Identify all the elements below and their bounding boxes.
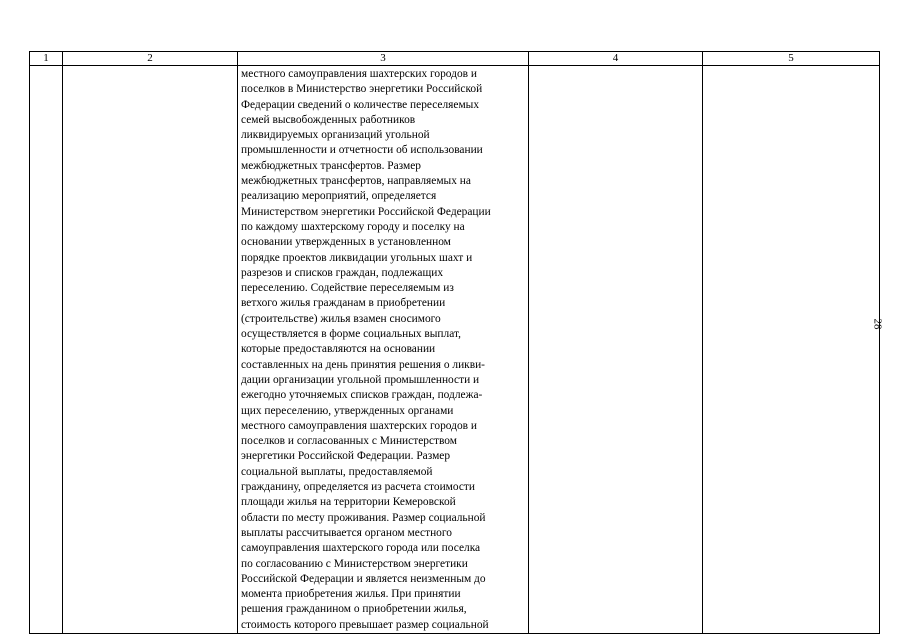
page-number: 28 (871, 318, 884, 330)
body-cell-3-text: местного самоуправления шахтерских городов и поселков в Министерство энергетики Российской Федерации сведений о количестве переселяемых семей высвобожденных работников ликвидируемых организаций угольной промышленности и отчетности об использовании межбюджетных трансфертов. Размер межбюджетных трансфертов, направляемых на реализацию мероприятий, определяется Министерством энергетики Российской Федерации по каждому шахтерскому городу и поселку на основании утвержденных в установленном порядке проектов ликвидации угольных шахт и разрезов и списков граждан, подлежащих переселению. Содействие переселяемым из ветхого жилья гражданам в приобретении (строительстве) жилья взамен сносимого осуществляется в форме социальных выплат, которые предоставляются на основании составленных на день принятия решения о ликви- дации организации угольной промышленности и ежегодно уточняемых списков граждан, подлежа- щих переселению, утвержденных органами местного самоуправления шахтерских городов и поселков и согласованных с Министерством энергетики Российской Федерации. Размер социальной выплаты, предоставляемой гражданину, определяется из расчета стоимости площади жилья на территории Кемеровской области по месту проживания. Размер социальной выплаты рассчитывается органом местного самоуправления шахтерского города или поселка по согласованию с Министерством энергетики Российской Федерации и является неизменным до момента приобретения жилья. При принятии решения гражданином о приобретении жилья, стоимость которого превышает размер социальной (241, 68, 491, 631)
body-cell-4 (529, 66, 703, 634)
header-cell-4: 4 (529, 52, 703, 66)
header-cell-2: 2 (63, 52, 238, 66)
body-cell-3 (238, 66, 529, 634)
header-cell-1: 1 (30, 52, 63, 66)
body-cell-2 (63, 66, 238, 634)
header-cell-3: 3 (238, 52, 529, 66)
document-table (29, 51, 880, 634)
table-row (30, 66, 880, 634)
header-row (30, 52, 880, 66)
body-cell-5 (703, 66, 880, 634)
header-cell-5: 5 (703, 52, 880, 66)
body-cell-1 (30, 66, 63, 634)
